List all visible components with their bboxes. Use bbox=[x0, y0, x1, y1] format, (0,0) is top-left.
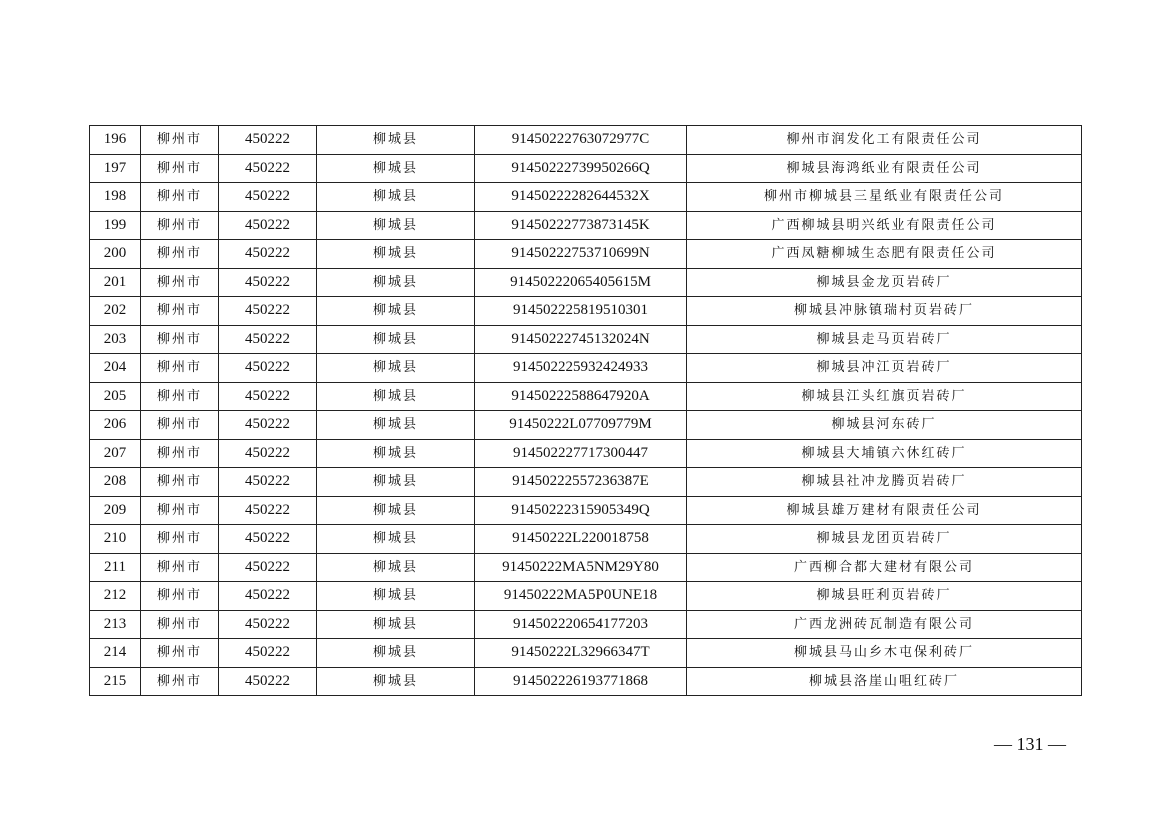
serial-number-cell: 215 bbox=[90, 667, 141, 696]
county-cell: 柳城县 bbox=[317, 240, 475, 269]
company-name-cell: 广西柳城县明兴纸业有限责任公司 bbox=[687, 211, 1082, 240]
county-cell: 柳城县 bbox=[317, 297, 475, 326]
region-code-cell: 450222 bbox=[219, 154, 317, 183]
serial-number-cell: 211 bbox=[90, 553, 141, 582]
credit-code-cell: 91450222745132024N bbox=[475, 325, 687, 354]
credit-code-cell: 91450222315905349Q bbox=[475, 496, 687, 525]
table-row bbox=[90, 382, 1082, 411]
city-cell: 柳州市 bbox=[141, 553, 219, 582]
table-row bbox=[90, 211, 1082, 240]
region-code-cell: 450222 bbox=[219, 382, 317, 411]
city-cell: 柳州市 bbox=[141, 325, 219, 354]
county-cell: 柳城县 bbox=[317, 154, 475, 183]
serial-number-cell: 201 bbox=[90, 268, 141, 297]
serial-number-cell: 207 bbox=[90, 439, 141, 468]
table-row bbox=[90, 496, 1082, 525]
company-name-cell: 柳城县雄万建材有限责任公司 bbox=[687, 496, 1082, 525]
serial-number-cell: 199 bbox=[90, 211, 141, 240]
company-name-cell: 柳州市柳城县三星纸业有限责任公司 bbox=[687, 183, 1082, 212]
company-name-cell: 柳城县洛崖山咀红砖厂 bbox=[687, 667, 1082, 696]
county-cell: 柳城县 bbox=[317, 382, 475, 411]
page-number: — 131 — bbox=[994, 734, 1066, 754]
credit-code-cell: 91450222065405615M bbox=[475, 268, 687, 297]
company-name-cell: 柳城县冲脉镇瑞村页岩砖厂 bbox=[687, 297, 1082, 326]
serial-number-cell: 198 bbox=[90, 183, 141, 212]
company-name-cell: 柳城县龙团页岩砖厂 bbox=[687, 525, 1082, 554]
credit-code-cell: 91450222588647920A bbox=[475, 382, 687, 411]
credit-code-cell: 91450222739950266Q bbox=[475, 154, 687, 183]
company-name-cell: 柳城县社冲龙腾页岩砖厂 bbox=[687, 468, 1082, 497]
table-body bbox=[90, 126, 1082, 696]
city-cell: 柳州市 bbox=[141, 382, 219, 411]
county-cell: 柳城县 bbox=[317, 268, 475, 297]
credit-code-cell: 91450222763072977C bbox=[475, 126, 687, 155]
city-cell: 柳州市 bbox=[141, 439, 219, 468]
city-cell: 柳州市 bbox=[141, 268, 219, 297]
city-cell: 柳州市 bbox=[141, 183, 219, 212]
company-name-cell: 柳城县冲江页岩砖厂 bbox=[687, 354, 1082, 383]
county-cell: 柳城县 bbox=[317, 439, 475, 468]
city-cell: 柳州市 bbox=[141, 639, 219, 668]
region-code-cell: 450222 bbox=[219, 268, 317, 297]
city-cell: 柳州市 bbox=[141, 126, 219, 155]
serial-number-cell: 210 bbox=[90, 525, 141, 554]
table-row bbox=[90, 667, 1082, 696]
county-cell: 柳城县 bbox=[317, 211, 475, 240]
region-code-cell: 450222 bbox=[219, 240, 317, 269]
serial-number-cell: 206 bbox=[90, 411, 141, 440]
credit-code-cell: 914502220654177203 bbox=[475, 610, 687, 639]
table-row bbox=[90, 553, 1082, 582]
region-code-cell: 450222 bbox=[219, 325, 317, 354]
company-name-cell: 柳城县大埔镇六休红砖厂 bbox=[687, 439, 1082, 468]
region-code-cell: 450222 bbox=[219, 411, 317, 440]
credit-code-cell: 914502226193771868 bbox=[475, 667, 687, 696]
county-cell: 柳城县 bbox=[317, 667, 475, 696]
city-cell: 柳州市 bbox=[141, 667, 219, 696]
city-cell: 柳州市 bbox=[141, 468, 219, 497]
credit-code-cell: 91450222L220018758 bbox=[475, 525, 687, 554]
credit-code-cell: 91450222L07709779M bbox=[475, 411, 687, 440]
serial-number-cell: 203 bbox=[90, 325, 141, 354]
county-cell: 柳城县 bbox=[317, 553, 475, 582]
serial-number-cell: 196 bbox=[90, 126, 141, 155]
credit-code-cell: 91450222MA5NM29Y80 bbox=[475, 553, 687, 582]
table-row bbox=[90, 411, 1082, 440]
city-cell: 柳州市 bbox=[141, 610, 219, 639]
region-code-cell: 450222 bbox=[219, 468, 317, 497]
county-cell: 柳城县 bbox=[317, 496, 475, 525]
company-name-cell: 柳城县金龙页岩砖厂 bbox=[687, 268, 1082, 297]
table-row bbox=[90, 154, 1082, 183]
table-row bbox=[90, 610, 1082, 639]
credit-code-cell: 91450222753710699N bbox=[475, 240, 687, 269]
enterprise-list-table bbox=[89, 125, 1082, 696]
city-cell: 柳州市 bbox=[141, 297, 219, 326]
table-row bbox=[90, 126, 1082, 155]
region-code-cell: 450222 bbox=[219, 667, 317, 696]
region-code-cell: 450222 bbox=[219, 496, 317, 525]
city-cell: 柳州市 bbox=[141, 211, 219, 240]
region-code-cell: 450222 bbox=[219, 211, 317, 240]
county-cell: 柳城县 bbox=[317, 183, 475, 212]
region-code-cell: 450222 bbox=[219, 553, 317, 582]
company-name-cell: 柳城县海鸿纸业有限责任公司 bbox=[687, 154, 1082, 183]
region-code-cell: 450222 bbox=[219, 639, 317, 668]
company-name-cell: 柳城县旺利页岩砖厂 bbox=[687, 582, 1082, 611]
table-row bbox=[90, 240, 1082, 269]
region-code-cell: 450222 bbox=[219, 297, 317, 326]
serial-number-cell: 200 bbox=[90, 240, 141, 269]
table-row bbox=[90, 439, 1082, 468]
table-row bbox=[90, 183, 1082, 212]
region-code-cell: 450222 bbox=[219, 610, 317, 639]
company-name-cell: 柳城县走马页岩砖厂 bbox=[687, 325, 1082, 354]
serial-number-cell: 205 bbox=[90, 382, 141, 411]
company-name-cell: 柳城县江头红旗页岩砖厂 bbox=[687, 382, 1082, 411]
table-row bbox=[90, 468, 1082, 497]
table-row bbox=[90, 525, 1082, 554]
county-cell: 柳城县 bbox=[317, 468, 475, 497]
table-row bbox=[90, 639, 1082, 668]
region-code-cell: 450222 bbox=[219, 354, 317, 383]
county-cell: 柳城县 bbox=[317, 411, 475, 440]
serial-number-cell: 204 bbox=[90, 354, 141, 383]
region-code-cell: 450222 bbox=[219, 126, 317, 155]
table-row bbox=[90, 354, 1082, 383]
table-row bbox=[90, 325, 1082, 354]
company-name-cell: 柳城县河东砖厂 bbox=[687, 411, 1082, 440]
credit-code-cell: 91450222557236387E bbox=[475, 468, 687, 497]
company-name-cell: 柳城县马山乡木屯保利砖厂 bbox=[687, 639, 1082, 668]
serial-number-cell: 197 bbox=[90, 154, 141, 183]
table-row bbox=[90, 297, 1082, 326]
city-cell: 柳州市 bbox=[141, 525, 219, 554]
county-cell: 柳城县 bbox=[317, 639, 475, 668]
region-code-cell: 450222 bbox=[219, 525, 317, 554]
serial-number-cell: 208 bbox=[90, 468, 141, 497]
table-row bbox=[90, 582, 1082, 611]
serial-number-cell: 212 bbox=[90, 582, 141, 611]
company-name-cell: 柳州市润发化工有限责任公司 bbox=[687, 126, 1082, 155]
city-cell: 柳州市 bbox=[141, 240, 219, 269]
company-name-cell: 广西柳合都大建材有限公司 bbox=[687, 553, 1082, 582]
region-code-cell: 450222 bbox=[219, 183, 317, 212]
county-cell: 柳城县 bbox=[317, 354, 475, 383]
credit-code-cell: 91450222773873145K bbox=[475, 211, 687, 240]
company-name-cell: 广西凤糖柳城生态肥有限责任公司 bbox=[687, 240, 1082, 269]
table-row bbox=[90, 268, 1082, 297]
credit-code-cell: 91450222282644532X bbox=[475, 183, 687, 212]
serial-number-cell: 213 bbox=[90, 610, 141, 639]
credit-code-cell: 914502225932424933 bbox=[475, 354, 687, 383]
city-cell: 柳州市 bbox=[141, 496, 219, 525]
region-code-cell: 450222 bbox=[219, 439, 317, 468]
city-cell: 柳州市 bbox=[141, 411, 219, 440]
serial-number-cell: 214 bbox=[90, 639, 141, 668]
serial-number-cell: 202 bbox=[90, 297, 141, 326]
county-cell: 柳城县 bbox=[317, 525, 475, 554]
region-code-cell: 450222 bbox=[219, 582, 317, 611]
credit-code-cell: 914502225819510301 bbox=[475, 297, 687, 326]
credit-code-cell: 91450222L32966347T bbox=[475, 639, 687, 668]
county-cell: 柳城县 bbox=[317, 610, 475, 639]
company-name-cell: 广西龙洲砖瓦制造有限公司 bbox=[687, 610, 1082, 639]
county-cell: 柳城县 bbox=[317, 325, 475, 354]
county-cell: 柳城县 bbox=[317, 582, 475, 611]
city-cell: 柳州市 bbox=[141, 154, 219, 183]
credit-code-cell: 91450222MA5P0UNE18 bbox=[475, 582, 687, 611]
serial-number-cell: 209 bbox=[90, 496, 141, 525]
credit-code-cell: 914502227717300447 bbox=[475, 439, 687, 468]
city-cell: 柳州市 bbox=[141, 582, 219, 611]
city-cell: 柳州市 bbox=[141, 354, 219, 383]
county-cell: 柳城县 bbox=[317, 126, 475, 155]
